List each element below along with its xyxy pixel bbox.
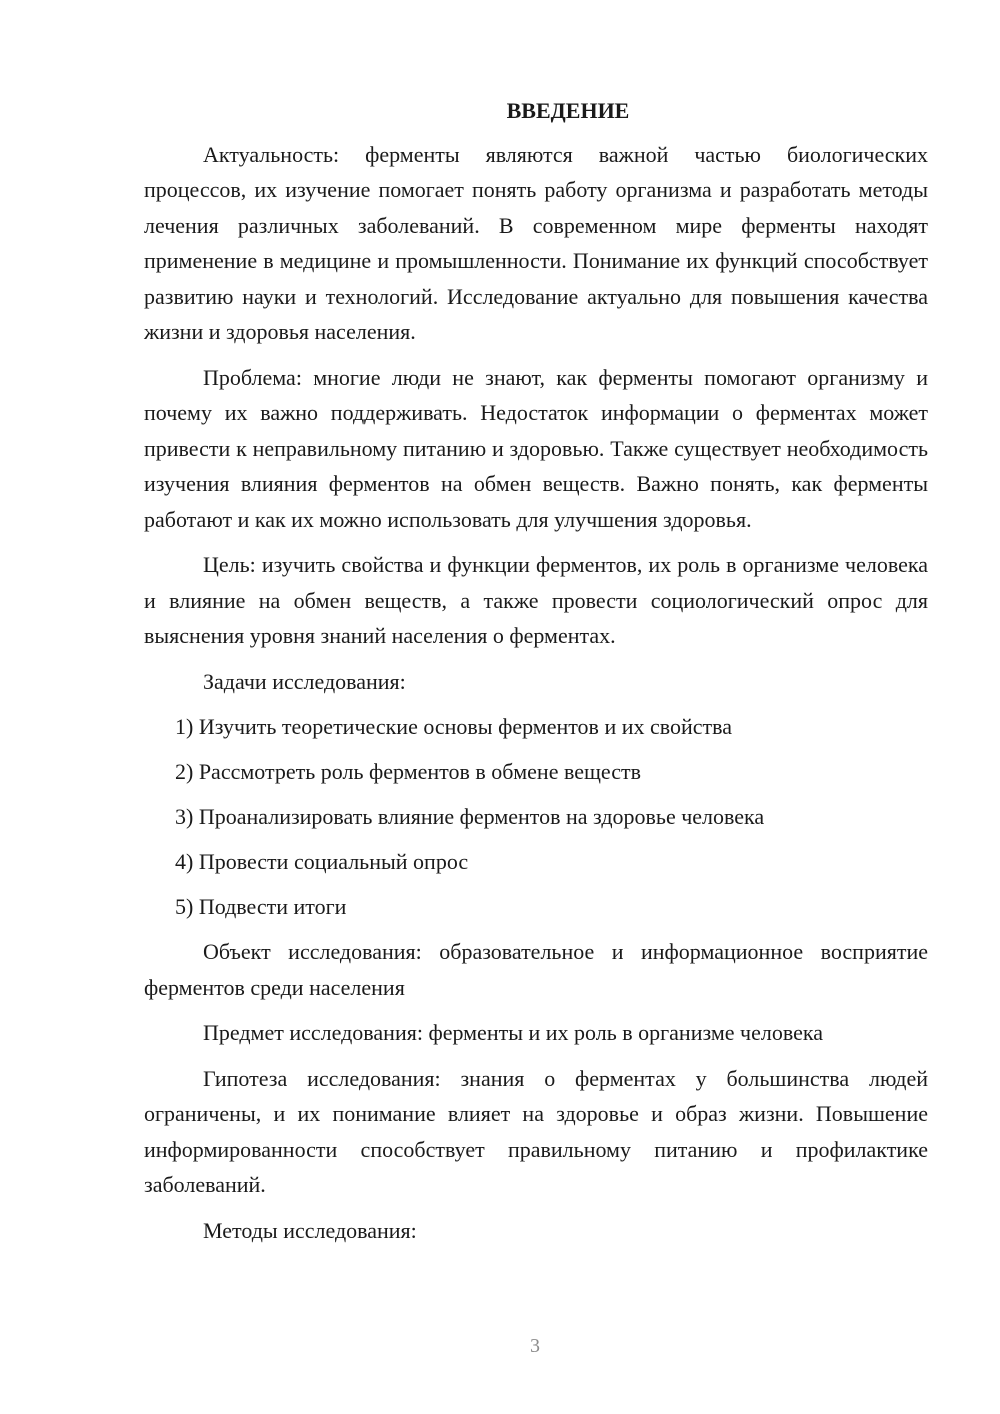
paragraph-goal: Цель: изучить свойства и функции ферментов, их роль в организме человека и влияние на обмен веществ, а также провести социологический опрос для выяснения уровня знаний населения о ферментах.	[144, 552, 928, 648]
paragraph-problem: Проблема: многие люди не знают, как ферменты помогают организму и почему их важно поддерживать. Недостаток информации о ферментах может привести к неправильному питанию и здоровью. Также существует необходимость изучения влияния ферментов на обмен веществ. Важно понять, как ферменты работают и как их можно использовать для улучшения здоровья.	[144, 364, 928, 532]
page-number: 3	[530, 1335, 540, 1357]
paragraph-hypothesis: Гипотеза исследования: знания о ферментах у большинства людей ограничены, и их понимание влияет на здоровье и образ жизни. Повышение информированности способствует правильному питанию и профилактике заболеваний.	[144, 1065, 928, 1197]
tasks-list	[144, 709, 928, 925]
list-item: 3) Проанализировать влияние ферментов на здоровье человека	[175, 804, 765, 829]
paragraph-subject: Предмет исследования: ферменты и их роль в организме человека	[203, 1020, 823, 1045]
paragraph-relevance: Актуальность: ферменты являются важной частью биологических процессов, их изучение помогает понять работу организма и разработать методы лечения различных заболеваний. В современном мире ферменты находят применение в медицине и промышленности. Понимание их функций способствует развитию науки и технологий. Исследование актуально для повышения качества жизни и здоровья населения.	[144, 141, 928, 344]
page-content	[144, 93, 928, 1258]
list-item: 4) Провести социальный опрос	[175, 849, 469, 874]
section-heading: ВВЕДЕНИЕ	[506, 98, 630, 123]
tasks-title: Задачи исследования:	[203, 668, 406, 694]
list-item: 1) Изучить теоретические основы ферментов и их свойства	[175, 714, 733, 739]
methods-title: Методы исследования:	[203, 1217, 417, 1243]
list-item: 2) Рассмотреть роль ферментов в обмене веществ	[175, 759, 641, 784]
paragraph-object: Объект исследования: образовательное и информационное восприятие ферментов среди населения	[144, 939, 928, 1000]
list-item: 5) Подвести итоги	[175, 894, 347, 919]
